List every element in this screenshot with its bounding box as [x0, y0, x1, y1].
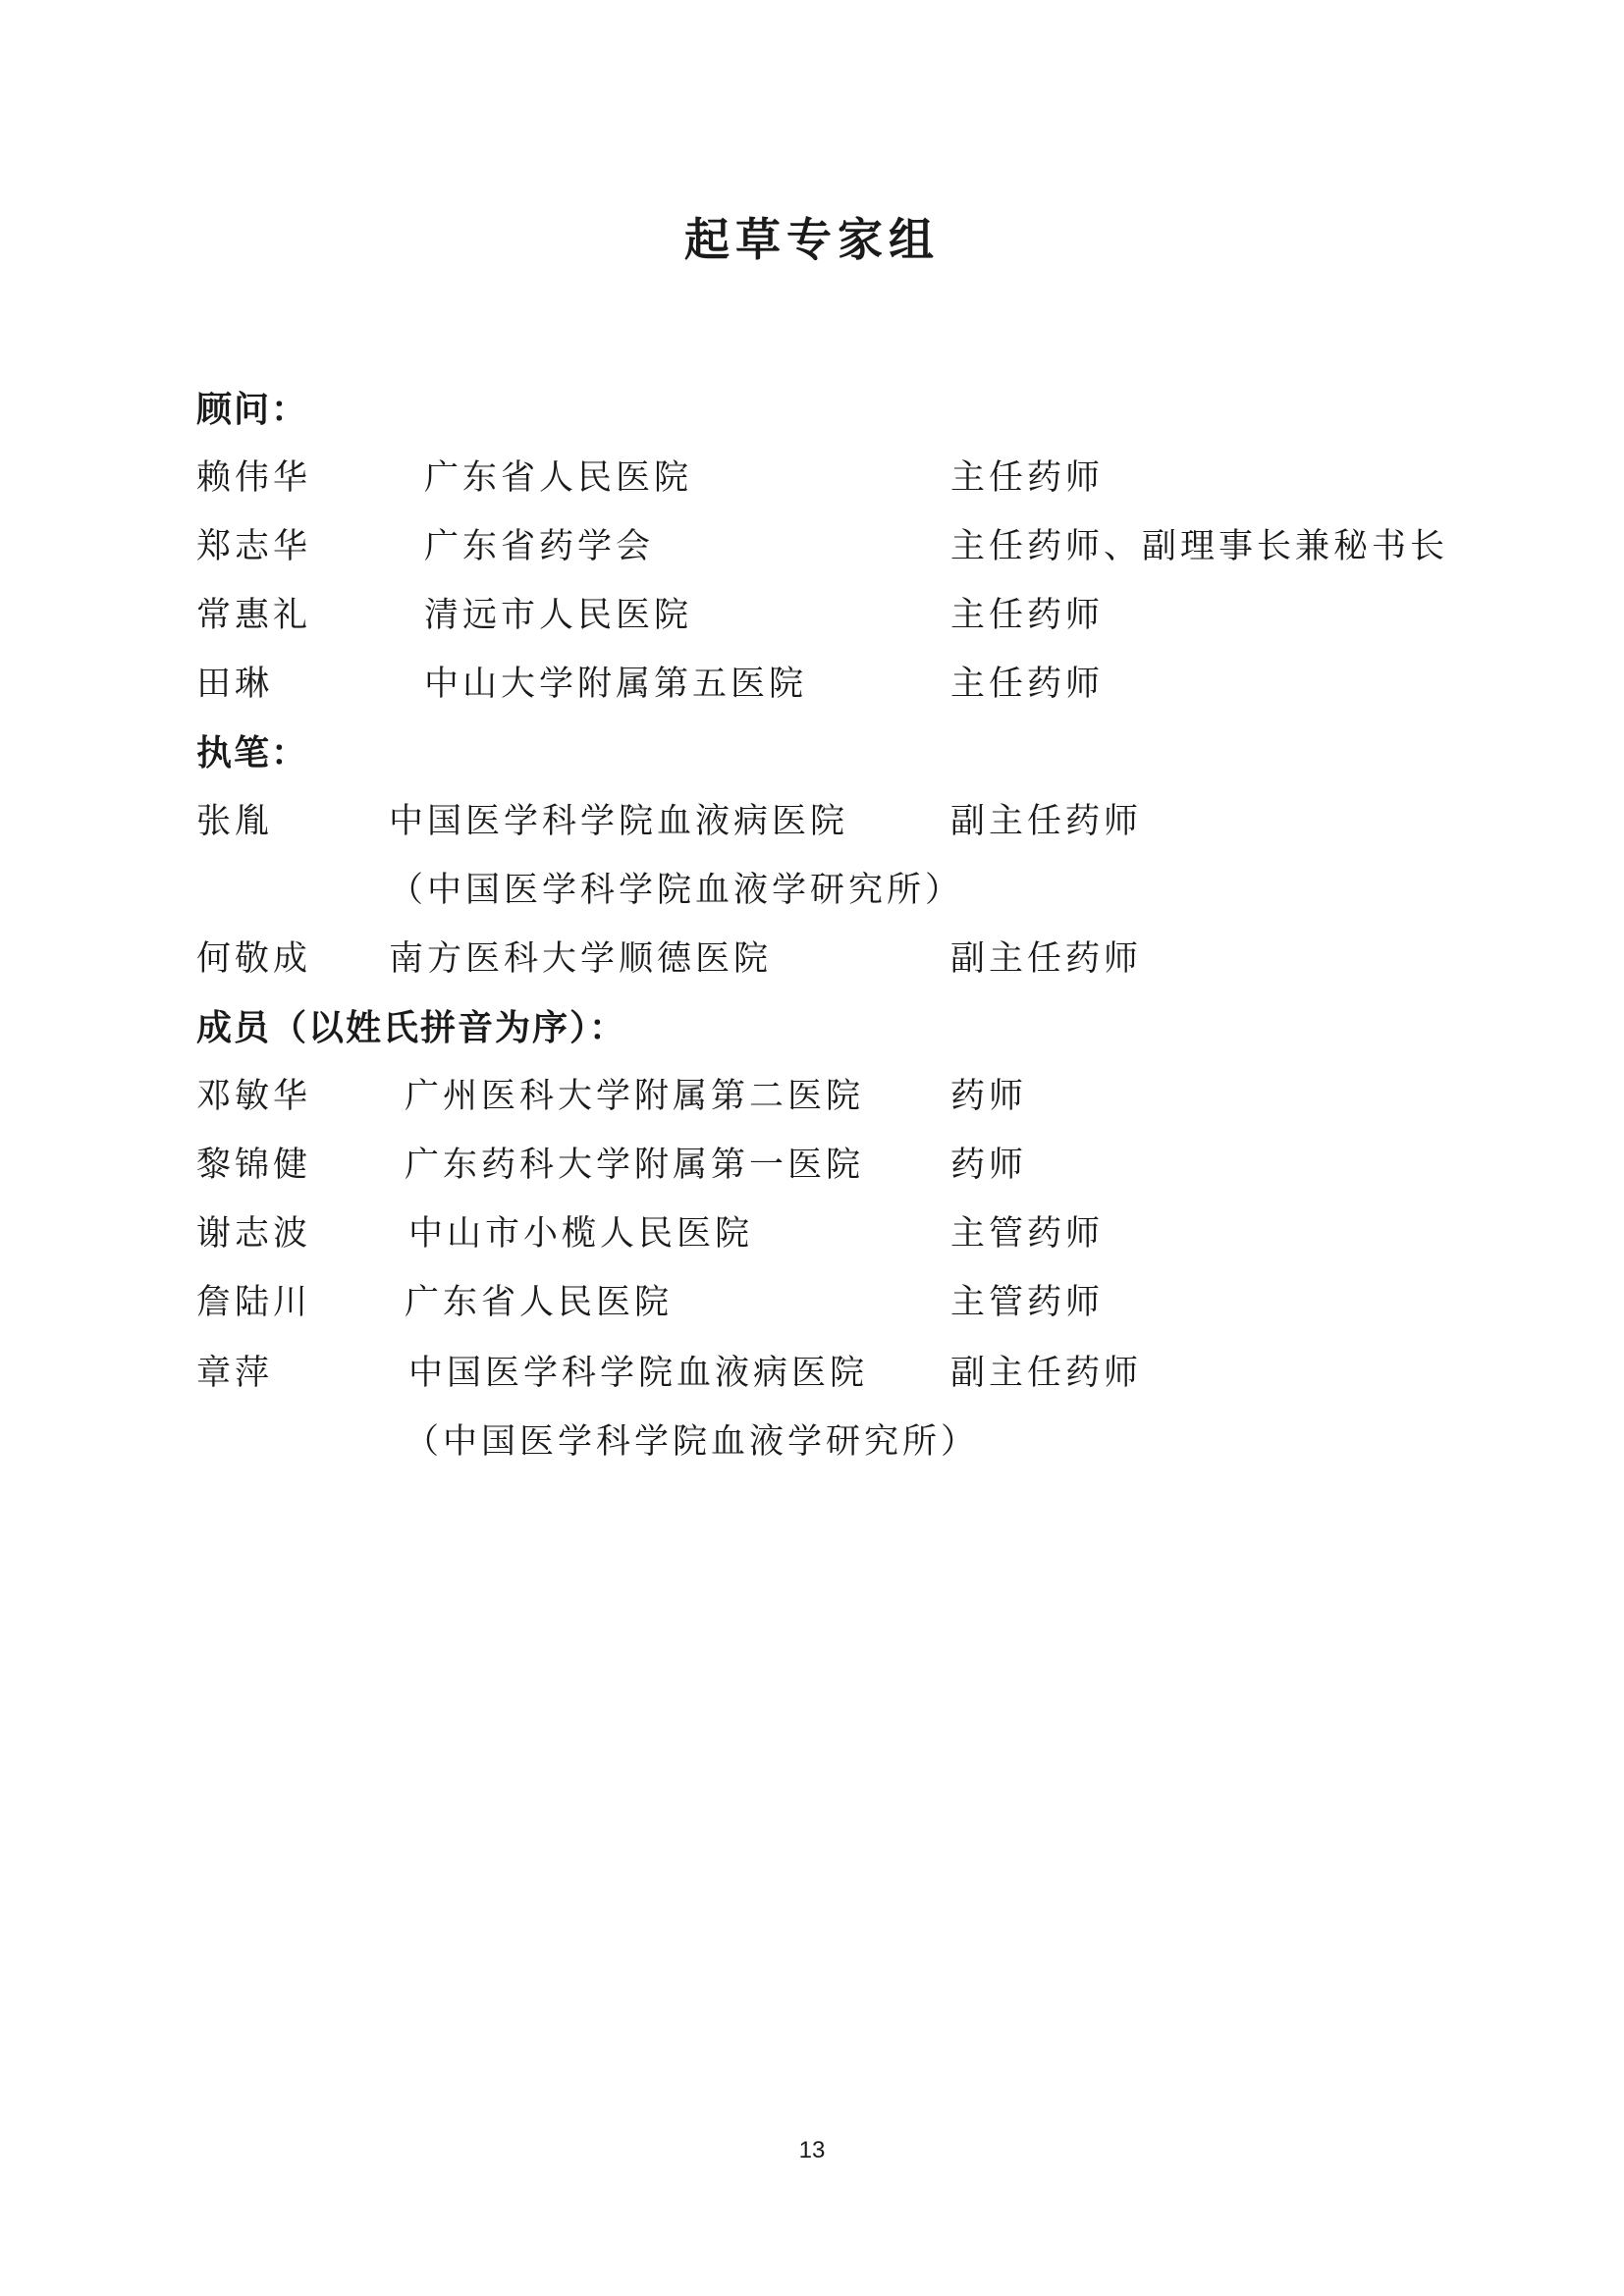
member-organization: 中山市小榄人民医院 — [408, 1214, 754, 1254]
member-title: 药师 — [950, 1146, 1028, 1185]
list-item — [0, 591, 1624, 640]
member-title: 主任药师 — [950, 458, 1105, 498]
member-organization: 广东药科大学附属第一医院 — [405, 1146, 865, 1185]
member-organization-note: （中国医学科学院血液学研究所） — [405, 1422, 980, 1462]
member-title: 主管药师 — [950, 1214, 1105, 1254]
member-title: 药师 — [950, 1077, 1028, 1116]
member-title: 副主任药师 — [950, 1354, 1143, 1393]
member-title: 主任药师 — [950, 596, 1105, 635]
member-organization: 广东省人民医院 — [405, 1283, 674, 1322]
page-number: 13 — [798, 2137, 826, 2163]
member-organization: 南方医科大学顺德医院 — [389, 939, 773, 979]
member-name: 常惠礼 — [196, 596, 312, 635]
member-name: 邓敏华 — [196, 1077, 312, 1116]
member-name: 赖伟华 — [196, 458, 312, 498]
member-title: 主任药师 — [950, 665, 1105, 704]
member-name: 田琳 — [196, 665, 274, 704]
member-organization: 中国医学科学院血液病医院 — [389, 802, 849, 841]
member-organization: 中国医学科学院血液病医院 — [408, 1354, 869, 1393]
list-item — [0, 797, 1624, 846]
member-organization: 清远市人民医院 — [424, 596, 693, 635]
member-organization: 广东省药学会 — [424, 527, 655, 566]
list-item — [0, 866, 1624, 915]
member-title: 主任药师、副理事长兼秘书长 — [950, 527, 1449, 566]
member-name: 何敬成 — [196, 939, 312, 979]
member-organization: 广州医科大学附属第二医院 — [405, 1077, 865, 1116]
member-organization: 广东省人民医院 — [424, 458, 693, 498]
member-title: 主管药师 — [950, 1283, 1105, 1322]
member-name: 章萍 — [196, 1354, 274, 1393]
list-item — [0, 934, 1624, 984]
list-item — [0, 1141, 1624, 1190]
member-title: 副主任药师 — [950, 939, 1143, 979]
member-organization-note: （中国医学科学院血液学研究所） — [389, 871, 964, 910]
member-name: 詹陆川 — [196, 1283, 312, 1322]
list-item — [0, 1417, 1624, 1467]
list-item — [0, 1072, 1624, 1121]
list-item — [0, 454, 1624, 503]
member-name: 谢志波 — [196, 1214, 312, 1254]
member-title: 副主任药师 — [950, 802, 1143, 841]
section-heading-writers: 执笔： — [196, 732, 309, 774]
list-item — [0, 1278, 1624, 1327]
member-name: 郑志华 — [196, 527, 312, 566]
section-heading-advisors: 顾问： — [196, 389, 309, 430]
list-item — [0, 522, 1624, 571]
page-title: 起草专家组 — [684, 213, 940, 266]
member-name: 黎锦健 — [196, 1146, 312, 1185]
member-name: 张胤 — [196, 802, 274, 841]
list-item — [0, 660, 1624, 709]
member-organization: 中山大学附属第五医院 — [424, 665, 808, 704]
list-item — [0, 1349, 1624, 1398]
section-heading-members: 成员（以姓氏拼音为序）： — [196, 1007, 627, 1048]
list-item — [0, 1209, 1624, 1258]
